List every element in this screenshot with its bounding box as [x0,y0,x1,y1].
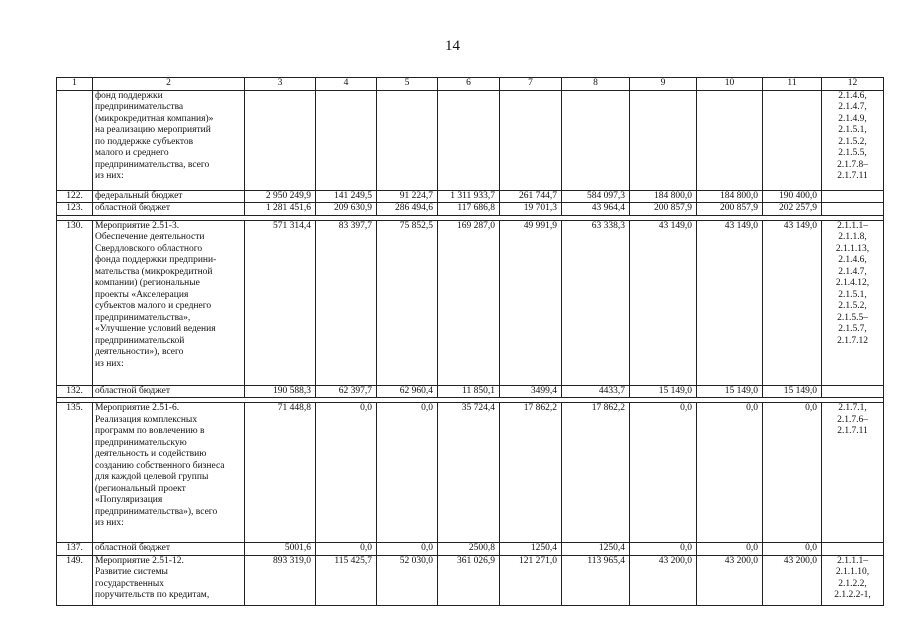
row-number: 137. [57,543,93,556]
column-header-3: 3 [245,78,316,91]
amount-cell: 43 200,0 [763,555,822,605]
amount-cell: 190 588,3 [245,385,316,398]
amount-cell: 584 097,3 [562,190,630,203]
amount-cell: 1 311 933,7 [438,190,500,203]
amount-cell: 2 950 249,9 [245,190,316,203]
amount-cell: 0,0 [630,403,697,543]
table-row [57,385,884,398]
amount-cell: 0,0 [763,403,822,543]
column-header-12: 12 [822,78,884,91]
amount-cell: 0,0 [316,543,377,556]
amount-cell: 184 800,0 [697,190,763,203]
target-reference-cell [822,190,884,203]
amount-cell: 17 862,2 [562,403,630,543]
table-row [57,203,884,216]
amount-cell: 15 149,0 [697,385,763,398]
amount-cell: 75 852,5 [377,220,438,385]
amount-cell: 49 991,9 [500,220,562,385]
amount-cell [438,90,500,190]
column-header-4: 4 [316,78,377,91]
amount-cell: 0,0 [697,543,763,556]
row-number: 132. [57,385,93,398]
amount-cell: 15 149,0 [630,385,697,398]
page-number: 14 [445,38,460,54]
amount-cell: 0,0 [630,543,697,556]
amount-cell: 141 249,5 [316,190,377,203]
amount-cell: 571 314,4 [245,220,316,385]
column-header-2: 2 [93,78,245,91]
amount-cell: 43 200,0 [697,555,763,605]
amount-cell: 0,0 [697,403,763,543]
amount-cell: 117 686,8 [438,203,500,216]
column-header-1: 1 [57,78,93,91]
description-cell: областной бюджет [93,203,245,216]
description-cell: Мероприятие 2.51-6. Реализация комплексных программ по вовлечению в предпринимательскую деятельность и содействию созданию собственного бизнеса для каждой целевой группы (региональный проект «Популяризация предпринимательства»), всего из них: [93,403,245,543]
amount-cell [377,90,438,190]
amount-cell: 43 200,0 [630,555,697,605]
column-header-7: 7 [500,78,562,91]
amount-cell: 1250,4 [500,543,562,556]
amount-cell [697,90,763,190]
row-number: 122. [57,190,93,203]
amount-cell: 43 149,0 [763,220,822,385]
target-reference-cell: 2.1.1.1– 2.1.1.10, 2.1.2.2, 2.1.2.2-1, [822,555,884,605]
amount-cell: 43 964,4 [562,203,630,216]
amount-cell [245,90,316,190]
amount-cell [562,90,630,190]
amount-cell: 15 149,0 [763,385,822,398]
header-row [57,78,884,91]
amount-cell: 261 744,7 [500,190,562,203]
budget-table [56,77,884,606]
amount-cell: 17 862,2 [500,403,562,543]
row-number: 130. [57,220,93,385]
amount-cell: 19 701,3 [500,203,562,216]
amount-cell: 121 271,0 [500,555,562,605]
amount-cell: 63 338,3 [562,220,630,385]
table-row [57,555,884,605]
column-header-6: 6 [438,78,500,91]
amount-cell: 200 857,9 [630,203,697,216]
table-row [57,220,884,385]
description-cell: федеральный бюджет [93,190,245,203]
amount-cell: 361 026,9 [438,555,500,605]
amount-cell: 35 724,4 [438,403,500,543]
amount-cell: 893 319,0 [245,555,316,605]
description-cell: областной бюджет [93,543,245,556]
amount-cell: 200 857,9 [697,203,763,216]
amount-cell: 115 425,7 [316,555,377,605]
amount-cell: 0,0 [377,403,438,543]
description-cell: областной бюджет [93,385,245,398]
amount-cell: 1250,4 [562,543,630,556]
amount-cell: 71 448,8 [245,403,316,543]
amount-cell [763,90,822,190]
target-reference-cell: 2.1.7.1, 2.1.7.6– 2.1.7.11 [822,403,884,543]
amount-cell: 3499,4 [500,385,562,398]
amount-cell: 209 630,9 [316,203,377,216]
amount-cell: 43 149,0 [630,220,697,385]
amount-cell: 0,0 [316,403,377,543]
description-cell: Мероприятие 2.51-12. Развитие системы государственных поручительств по кредитам, [93,555,245,605]
amount-cell: 4433,7 [562,385,630,398]
amount-cell [316,90,377,190]
table-row [57,403,884,543]
row-number: 135. [57,403,93,543]
amount-cell: 62 397,7 [316,385,377,398]
table-row [57,190,884,203]
amount-cell: 91 224,7 [377,190,438,203]
amount-cell: 190 400,0 [763,190,822,203]
amount-cell: 52 030,0 [377,555,438,605]
row-number [57,90,93,190]
column-header-5: 5 [377,78,438,91]
target-reference-cell [822,543,884,556]
table-row [57,90,884,190]
row-number: 123. [57,203,93,216]
column-header-8: 8 [562,78,630,91]
amount-cell: 202 257,9 [763,203,822,216]
amount-cell: 2500,8 [438,543,500,556]
amount-cell: 62 960,4 [377,385,438,398]
amount-cell [500,90,562,190]
amount-cell: 286 494,6 [377,203,438,216]
amount-cell: 169 287,0 [438,220,500,385]
amount-cell: 11 850,1 [438,385,500,398]
target-reference-cell [822,385,884,398]
amount-cell: 1 281 451,6 [245,203,316,216]
amount-cell: 0,0 [377,543,438,556]
description-cell: Мероприятие 2.51-3. Обеспечение деятельности Свердловского областного фонда поддержки предприни- мательства (микрокредитной компании) (региональные проекты «Акселерация субъектов малого и среднего предпринимательства», «Улучшение условий ведения предпринимательской деятельности»), всего из них: [93,220,245,385]
amount-cell: 5001,6 [245,543,316,556]
target-reference-cell: 2.1.4.6, 2.1.4.7, 2.1.4.9, 2.1.5.1, 2.1.5.2, 2.1.5.5, 2.1.7.8– 2.1.7.11 [822,90,884,190]
target-reference-cell [822,203,884,216]
amount-cell: 83 397,7 [316,220,377,385]
column-header-11: 11 [763,78,822,91]
column-header-10: 10 [697,78,763,91]
amount-cell [630,90,697,190]
amount-cell: 0,0 [763,543,822,556]
description-cell: фонд поддержки предпринимательства (микрокредитная компания)» на реализацию мероприятий по поддержке субъектов малого и среднего предпринимательства, всего из них: [93,90,245,190]
column-header-9: 9 [630,78,697,91]
amount-cell: 113 965,4 [562,555,630,605]
table-row [57,543,884,556]
row-number: 149. [57,555,93,605]
amount-cell: 184 800,0 [630,190,697,203]
amount-cell: 43 149,0 [697,220,763,385]
target-reference-cell: 2.1.1.1– 2.1.1.8, 2.1.1.13, 2.1.4.6, 2.1.4.7, 2.1.4.12, 2.1.5.1, 2.1.5.2, 2.1.5.5– 2.1.5.7, 2.1.7.12 [822,220,884,385]
